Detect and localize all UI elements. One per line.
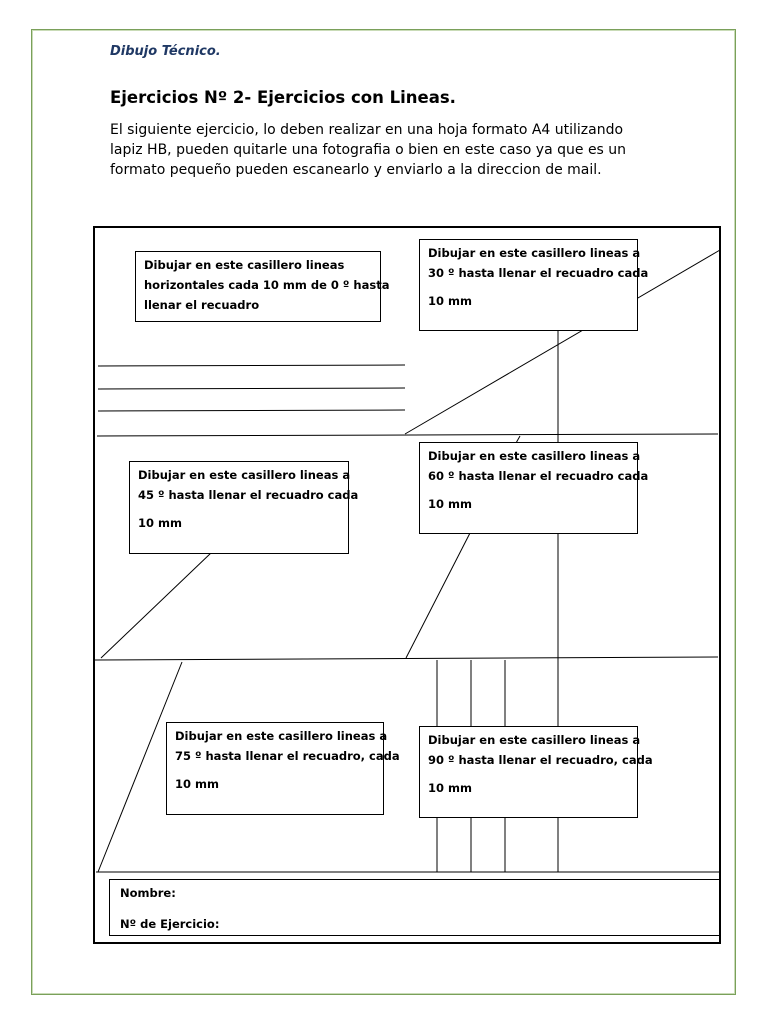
instruction-text: Dibujar en este casillero lineas a (428, 449, 641, 463)
spacing-text: 10 mm (175, 777, 219, 791)
horizontal-practice-line (98, 365, 405, 366)
outer-frame (94, 227, 720, 943)
spacing-text: 10 mm (428, 294, 472, 308)
instruction-text: llenar el recuadro (144, 298, 260, 312)
diagonal-45-line (101, 552, 212, 658)
instruction-text: 75 º hasta llenar el recuadro, cada (175, 749, 400, 763)
horizontal-practice-line (98, 388, 405, 389)
cell-75-instructions (166, 722, 400, 815)
row-divider-1 (97, 434, 718, 436)
cell-90-instructions (419, 726, 653, 818)
cell-30-instructions (419, 239, 649, 331)
subject-heading: Dibujo Técnico. (110, 44, 221, 59)
intro-line: formato pequeño pueden escanearlo y enviarlo a la direccion de mail. (110, 162, 602, 178)
spacing-text: 10 mm (428, 781, 472, 795)
spacing-text: 10 mm (428, 497, 472, 511)
instruction-text: 90 º hasta llenar el recuadro, cada (428, 753, 653, 767)
page-title: Ejercicios Nº 2- Ejercicios con Lineas. (110, 88, 456, 107)
cell-horizontal-instructions (135, 251, 390, 322)
horizontal-practice-line (98, 410, 405, 411)
instruction-text: Dibujar en este casillero lineas a (175, 729, 388, 743)
exercise-number-label: Nº de Ejercicio: (120, 917, 220, 931)
instruction-text: Dibujar en este casillero lineas a (138, 468, 351, 482)
diagonal-60-line (406, 533, 470, 658)
cell-45-instructions (129, 461, 359, 554)
student-info-box (109, 879, 720, 936)
spacing-text: 10 mm (138, 516, 182, 530)
name-label: Nombre: (120, 886, 176, 900)
instruction-text: Dibujar en este casillero lineas (144, 258, 345, 272)
instruction-text: 45 º hasta llenar el recuadro cada (138, 488, 359, 502)
instruction-text: Dibujar en este casillero lineas a (428, 733, 641, 747)
intro-line: El siguiente ejercicio, lo deben realizar en una hoja formato A4 utilizando (110, 122, 624, 138)
instruction-text: horizontales cada 10 mm de 0 º hasta (144, 278, 390, 292)
cell-60-instructions (419, 442, 649, 534)
instruction-text: Dibujar en este casillero lineas a (428, 246, 641, 260)
intro-line: lapiz HB, pueden quitarle una fotografia o bien en este caso ya que es un (110, 142, 627, 158)
instruction-text: 60 º hasta llenar el recuadro cada (428, 469, 649, 483)
instruction-text: 30 º hasta llenar el recuadro cada (428, 266, 649, 280)
